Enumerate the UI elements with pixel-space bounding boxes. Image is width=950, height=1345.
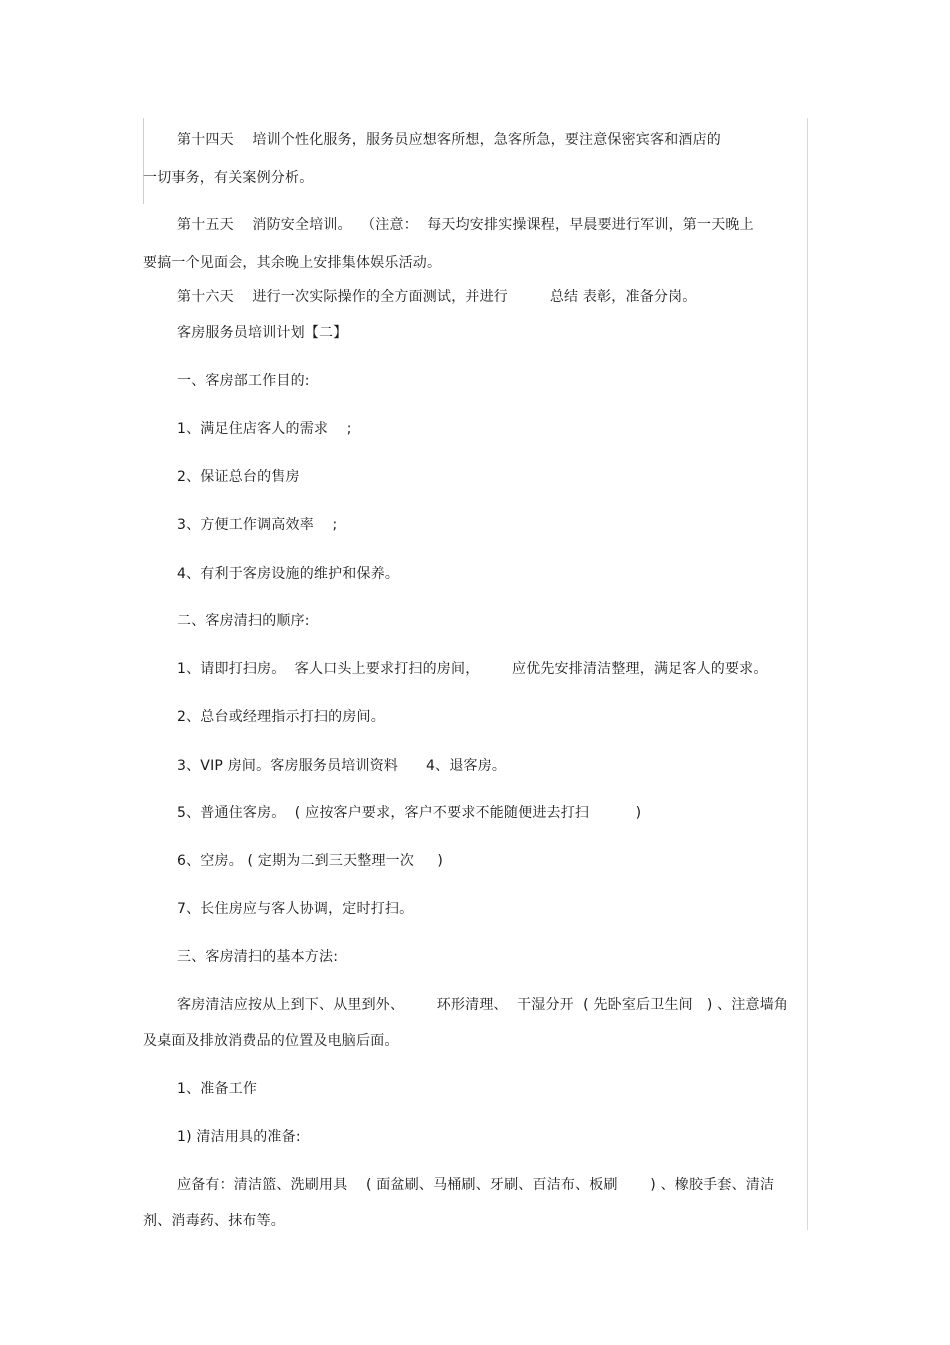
left-margin-rule — [143, 118, 144, 204]
list-item: 1、满足住店客人的需求 ; — [177, 421, 352, 437]
paragraph-tools-list-cont: 剂、消毒药、抹布等。 — [143, 1213, 285, 1229]
heading-cleaning-order: 二、客房清扫的顺序: — [177, 613, 310, 629]
paragraph-cleaning-method-cont: 及桌面及排放消费品的位置及电脑后面。 — [143, 1033, 399, 1049]
list-item: 2、保证总台的售房 — [177, 469, 300, 485]
paragraph-tools-list: 应备有：清洁篮、洗刷用具 ( 面盆刷、马桶刷、牙刷、百洁布、板刷 ) 、橡胶手套、清洁 — [177, 1177, 775, 1193]
subheading-cleaning-tools: 1) 清洁用具的准备: — [177, 1129, 301, 1145]
section-title-plan-two: 客房服务员培训计划【二】 — [177, 325, 348, 341]
paragraph-cleaning-method: 客房清洁应按从上到下、从里到外、 环形清理、 干湿分开 ( 先卧室后卫生间 ) 、注意墙角 — [177, 997, 789, 1013]
list-item: 4、有利于客房设施的维护和保养。 — [177, 566, 400, 582]
paragraph-day14-cont: 一切事务，有关案例分析。 — [143, 170, 314, 186]
heading-housekeeping-goals: 一、客房部工作目的: — [177, 373, 310, 389]
heading-preparation: 1、准备工作 — [177, 1081, 258, 1097]
list-item: 5、普通住客房。 ( 应按客户要求，客户不要求不能随便进去打扫 ) — [177, 805, 642, 821]
paragraph-day15: 第十五天 消防安全培训。 （注意： 每天均安排实操课程，早晨要进行军训，第一天晚上 — [177, 217, 754, 233]
right-margin-rule — [807, 118, 808, 1230]
paragraph-day15-cont: 要搞一个见面会，其余晚上安排集体娱乐活动。 — [143, 255, 442, 271]
list-item: 2、总台或经理指示打扫的房间。 — [177, 709, 385, 725]
list-item: 3、VIP 房间。客房服务员培训资料 4、退客房。 — [177, 758, 507, 774]
list-item: 7、长住房应与客人协调，定时打扫。 — [177, 901, 414, 917]
list-item: 1、请即打扫房。 客人口头上要求打扫的房间， 应优先安排清洁整理，满足客人的要求。 — [177, 661, 768, 677]
paragraph-day14: 第十四天 培训个性化服务，服务员应想客所想，急客所急，要注意保密宾客和酒店的 — [177, 132, 721, 148]
heading-cleaning-methods: 三、客房清扫的基本方法: — [177, 949, 339, 965]
paragraph-day16: 第十六天 进行一次实际操作的全方面测试，并进行 总结 表彰，准备分岗。 — [177, 289, 697, 305]
list-item: 6、空房。 ( 定期为二到三天整理一次 ) — [177, 853, 443, 869]
list-item: 3、方便工作调高效率 ; — [177, 517, 338, 533]
